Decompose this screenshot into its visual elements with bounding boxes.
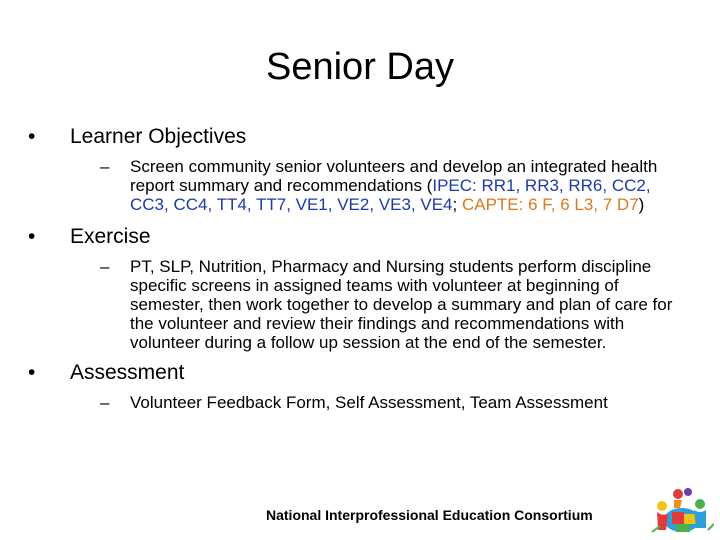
assessment-text: Volunteer Feedback Form, Self Assessment, Team Assessment — [130, 393, 608, 412]
slide-title: Senior Day — [266, 46, 454, 88]
footer-consortium: National Interprofessional Education Consortium — [266, 507, 593, 523]
bullet-icon: • — [28, 225, 36, 248]
objectives-text: Screen community senior volunteers and develop an integrated health report summary and recommendations ( — [130, 157, 658, 195]
sub-bullet-exercise — [100, 257, 688, 352]
sub-bullet-assessment — [100, 393, 688, 412]
slide-content — [28, 124, 688, 412]
bullet-learner-objectives — [28, 124, 688, 149]
bullet-exercise — [28, 224, 688, 249]
sub-bullet-objectives — [100, 157, 688, 214]
bullet-heading: Exercise — [70, 225, 151, 248]
bullet-heading: Learner Objectives — [70, 125, 247, 148]
dash-icon: – — [100, 393, 110, 412]
capte-codes: CAPTE: 6 F, 6 L3, 7 D7 — [461, 195, 639, 214]
consortium-logo-icon — [648, 486, 714, 538]
codes-separator: ; — [452, 195, 462, 214]
ipec-codes: IPEC: RR1, RR3, RR6, CC2, CC3, CC4, TT4, TT7, VE1, VE2, VE3, VE4 — [130, 176, 651, 214]
bullet-heading: Assessment — [70, 361, 185, 384]
dash-icon: – — [100, 157, 110, 176]
dash-icon: – — [100, 257, 110, 276]
bullet-icon: • — [28, 125, 36, 148]
bullet-icon: • — [28, 361, 36, 384]
exercise-text: PT, SLP, Nutrition, Pharmacy and Nursing students perform discipline specific screens in assigned teams with volunteer at beginning of semester, then work together to develop a summary and plan of care for the volunteer and review their findings and recommendations with volunteer during a follow up session at the end of the semester. — [130, 257, 673, 352]
bullet-assessment — [28, 360, 688, 385]
codes-close: ) — [638, 195, 645, 214]
